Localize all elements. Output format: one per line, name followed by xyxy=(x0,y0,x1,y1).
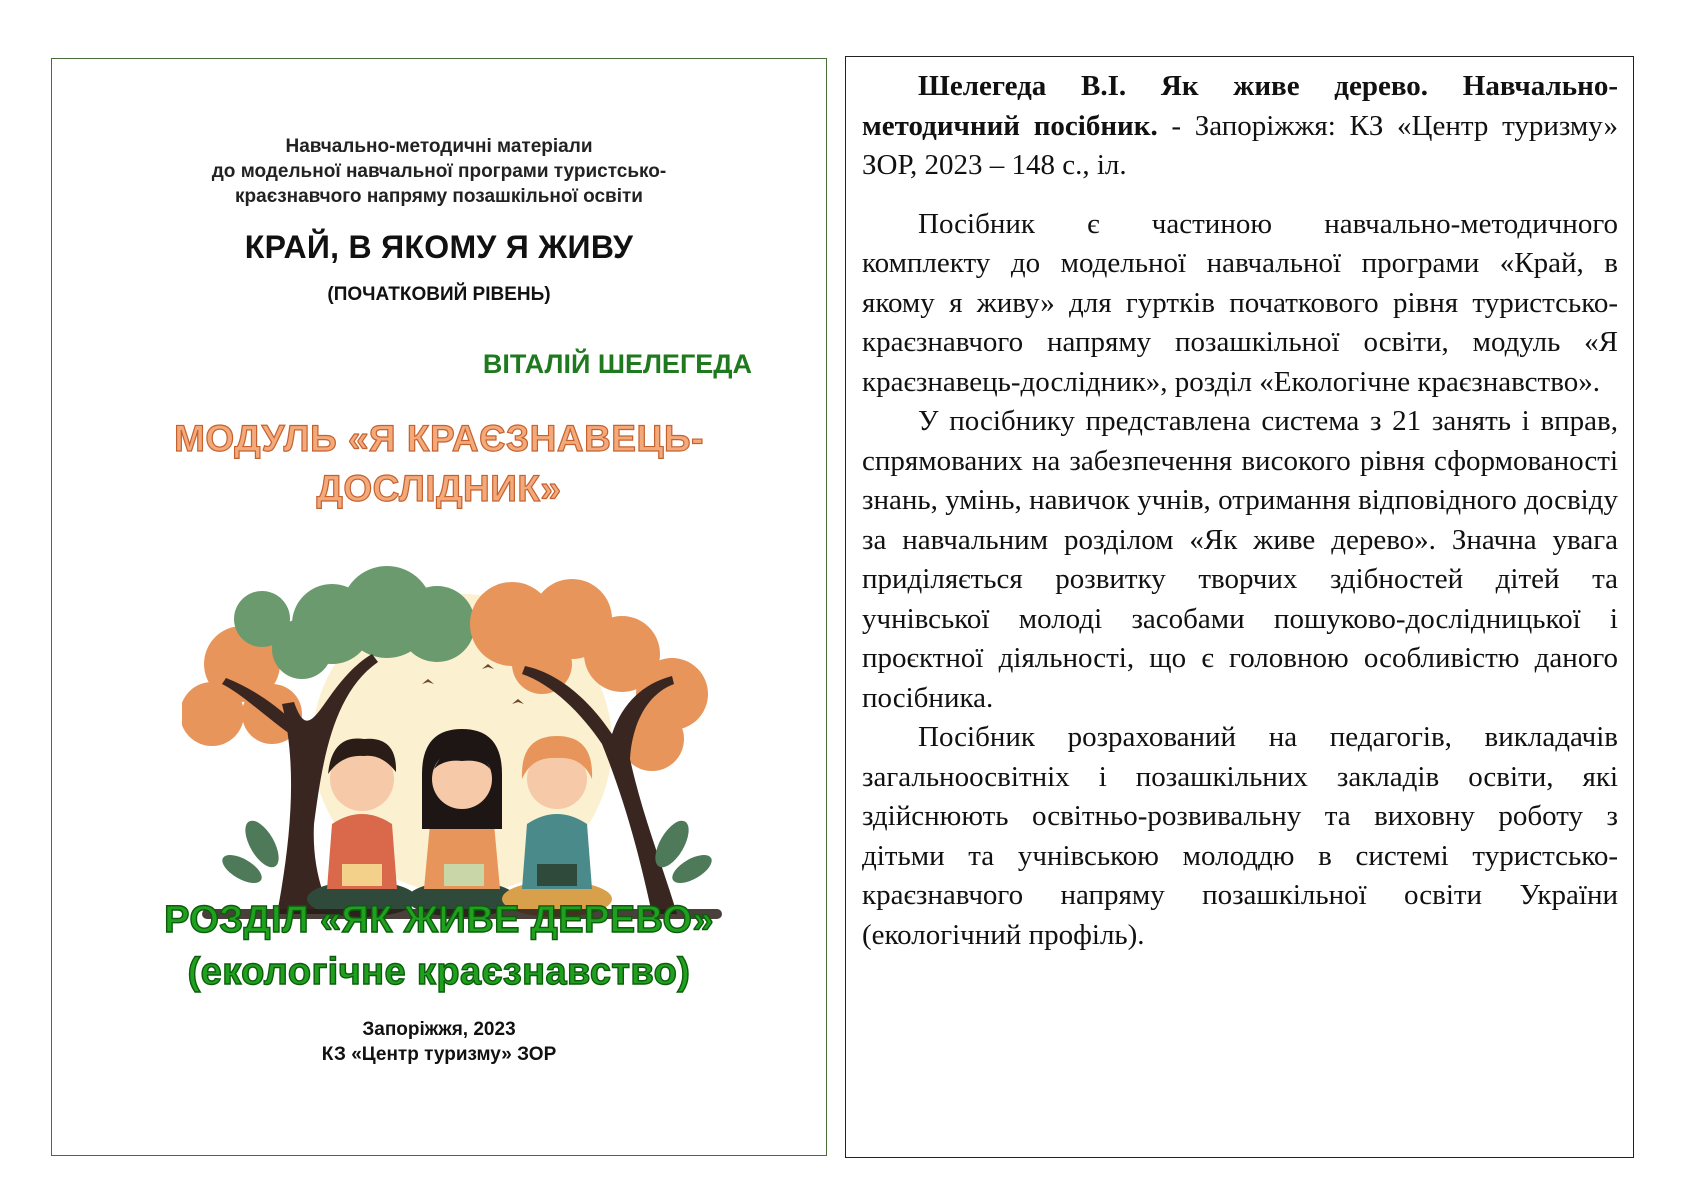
cover-publisher-line: Запоріжжя, 2023 xyxy=(362,1019,516,1040)
cover-subtitle-line: Навчально-методичні матеріали xyxy=(285,136,593,157)
annotation-paragraph: Посібник є частиною навчально-методичного комплекту до модельної навчальної програми «Край, в якому я живу» для гуртків початкового рівня туристсько-краєзнавчого напряму позашкільної освіти, модуль «Я краєзнавець-дослідник», розділ «Екологічне краєзнавство». xyxy=(862,207,1618,398)
cover-module-line: ДОСЛІДНИК» xyxy=(316,468,562,509)
bibliographic-reference xyxy=(862,67,1618,186)
cover-level: (ПОЧАТКОВИЙ РІВЕНЬ) xyxy=(327,284,551,305)
cover-subtitle-line: краєзнавчого напряму позашкільної освіти xyxy=(235,186,643,207)
annotation-text xyxy=(862,67,1618,955)
book-cover xyxy=(51,58,827,1156)
reference-imprint: - Запоріжжя: КЗ «Центр туризму» ЗОР, 2023 – 148 с., іл. xyxy=(862,109,1618,181)
cover-section-line: (екологічне краєзнавство) xyxy=(187,951,691,993)
cover-subtitle-line: до модельної навчальної програми туристсько- xyxy=(211,161,667,182)
cover-publisher-line: КЗ «Центр туризму» ЗОР xyxy=(321,1044,557,1065)
cover-module-line: МОДУЛЬ «Я КРАЄЗНАВЕЦЬ- xyxy=(174,418,704,459)
cover-subtitle xyxy=(52,134,826,209)
cover-section-line: РОЗДІЛ «ЯК ЖИВЕ ДЕРЕВО» xyxy=(164,899,714,941)
annotation-panel xyxy=(845,56,1634,1158)
reference-title: Шелегеда В.І. Як живе дерево. Навчально-методичний посібник. xyxy=(862,70,1618,142)
cover-title: КРАЙ, В ЯКОМУ Я ЖИВУ xyxy=(244,229,634,265)
cover-author: ВІТАЛІЙ ШЕЛЕГЕДА xyxy=(482,349,752,379)
cover-module-title xyxy=(52,414,826,514)
children-reading-under-trees-illustration xyxy=(182,564,742,934)
annotation-paragraph: У посібнику представлена система з 21 занять і вправ, спрямованих на забезпечення високого рівня сформованості знань, умінь, навичок учнів, отримання відповідного досвіду за навчальним розділом «Як живе дерево». Значна увага приділяється розвитку творчих здібностей дітей та учнівської молоді засобами пошуково-дослідницької і проєктної діяльності, що є головною особливістю даного посібника. xyxy=(862,405,1618,714)
annotation-paragraph: Посібник розрахований на педагогів, викладачів загальноосвітніх і позашкільних закладів освіти, які здійснюють освітньо-розвивальну та виховну роботу з дітьми та учнівською молоддю в системі туристсько-краєзнавчого напряму позашкільної освіти України (екологічний профіль). xyxy=(862,721,1618,951)
cover-section-title xyxy=(52,894,826,998)
cover-publisher xyxy=(52,1017,826,1067)
